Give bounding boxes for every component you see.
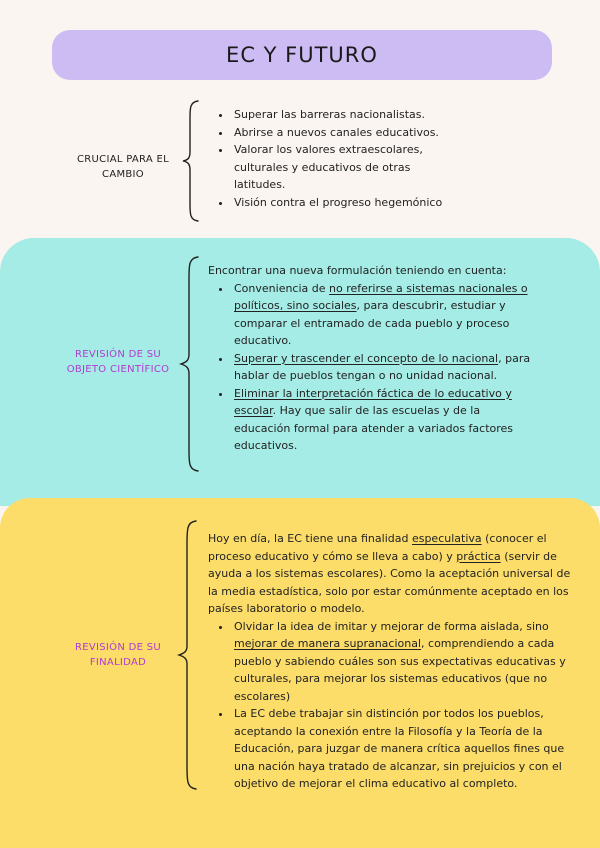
brace-icon <box>178 520 200 790</box>
list-item: • Superar y trascender el concepto de lo nacional, para hablar de pueblos tengan o no unidad nacional. <box>232 350 534 385</box>
section-cambio-content <box>208 106 448 211</box>
label-line: REVISIÓN DE SU <box>75 349 161 360</box>
section-finalidad-content <box>208 530 576 793</box>
section-label-finalidad <box>58 640 178 670</box>
section-label-cambio <box>58 152 188 182</box>
list-item: • Valorar los valores extraescolares, culturales y educativos de otras latitudes. <box>232 141 448 194</box>
label-line: CRUCIAL PARA EL CAMBIO <box>77 154 169 180</box>
intro-text: Hoy en día, la EC tiene una finalidad especulativa (conocer el proceso educativo y cómo se lleva a cabo) y práctica (servir de ayuda a los sistemas escolares). Como la aceptación universal de la media estadística, solo por estar comúnmente aceptado en los países laboratorio o modelo. <box>208 532 571 615</box>
label-line: FINALIDAD <box>89 657 147 668</box>
intro-text: Encontrar una nueva formulación teniendo en cuenta: <box>208 264 507 277</box>
list-item: • Olvidar la idea de imitar y mejorar de forma aislada, sino mejorar de manera supranacional, comprendiendo a cada pueblo y sabiendo cuáles son sus expectativas educativas y culturales, para mejorar los sistemas educativos (que no escolares) <box>232 618 576 706</box>
section-objeto-content <box>208 262 534 455</box>
brace-icon <box>182 100 202 222</box>
label-line: OBJETO CIENTÍFICO <box>66 364 170 375</box>
section-label-objeto <box>58 347 178 377</box>
title-banner <box>52 30 552 80</box>
list-item: • Abrirse a nuevos canales educativos. <box>232 124 448 142</box>
label-line: REVISIÓN DE SU <box>75 642 161 653</box>
list-item: • Visión contra el progreso hegemónico <box>232 194 448 212</box>
brace-icon <box>180 256 202 472</box>
list-item: • La EC debe trabajar sin distinción por todos los pueblos, aceptando la conexión entre la Filosofía y la Teoría de la Educación, para juzgar de manera crítica aquellos fines que una nación haya tratado de alcanzar, sin prejuicios y con el objetivo de mejorar el clima educativo al completo. <box>232 705 576 793</box>
list-item: • Conveniencia de no referirse a sistemas nacionales o políticos, sino sociales, para descubrir, estudiar y comparar el entramado de cada pueblo y proceso educativo. <box>232 280 534 350</box>
page-title: EC Y FUTURO <box>226 43 378 67</box>
list-item: • Eliminar la interpretación fáctica de lo educativo y escolar. Hay que salir de las escuelas y de la educación formal para atender a variados factores educativos. <box>232 385 534 455</box>
list-item: • Superar las barreras nacionalistas. <box>232 106 448 124</box>
